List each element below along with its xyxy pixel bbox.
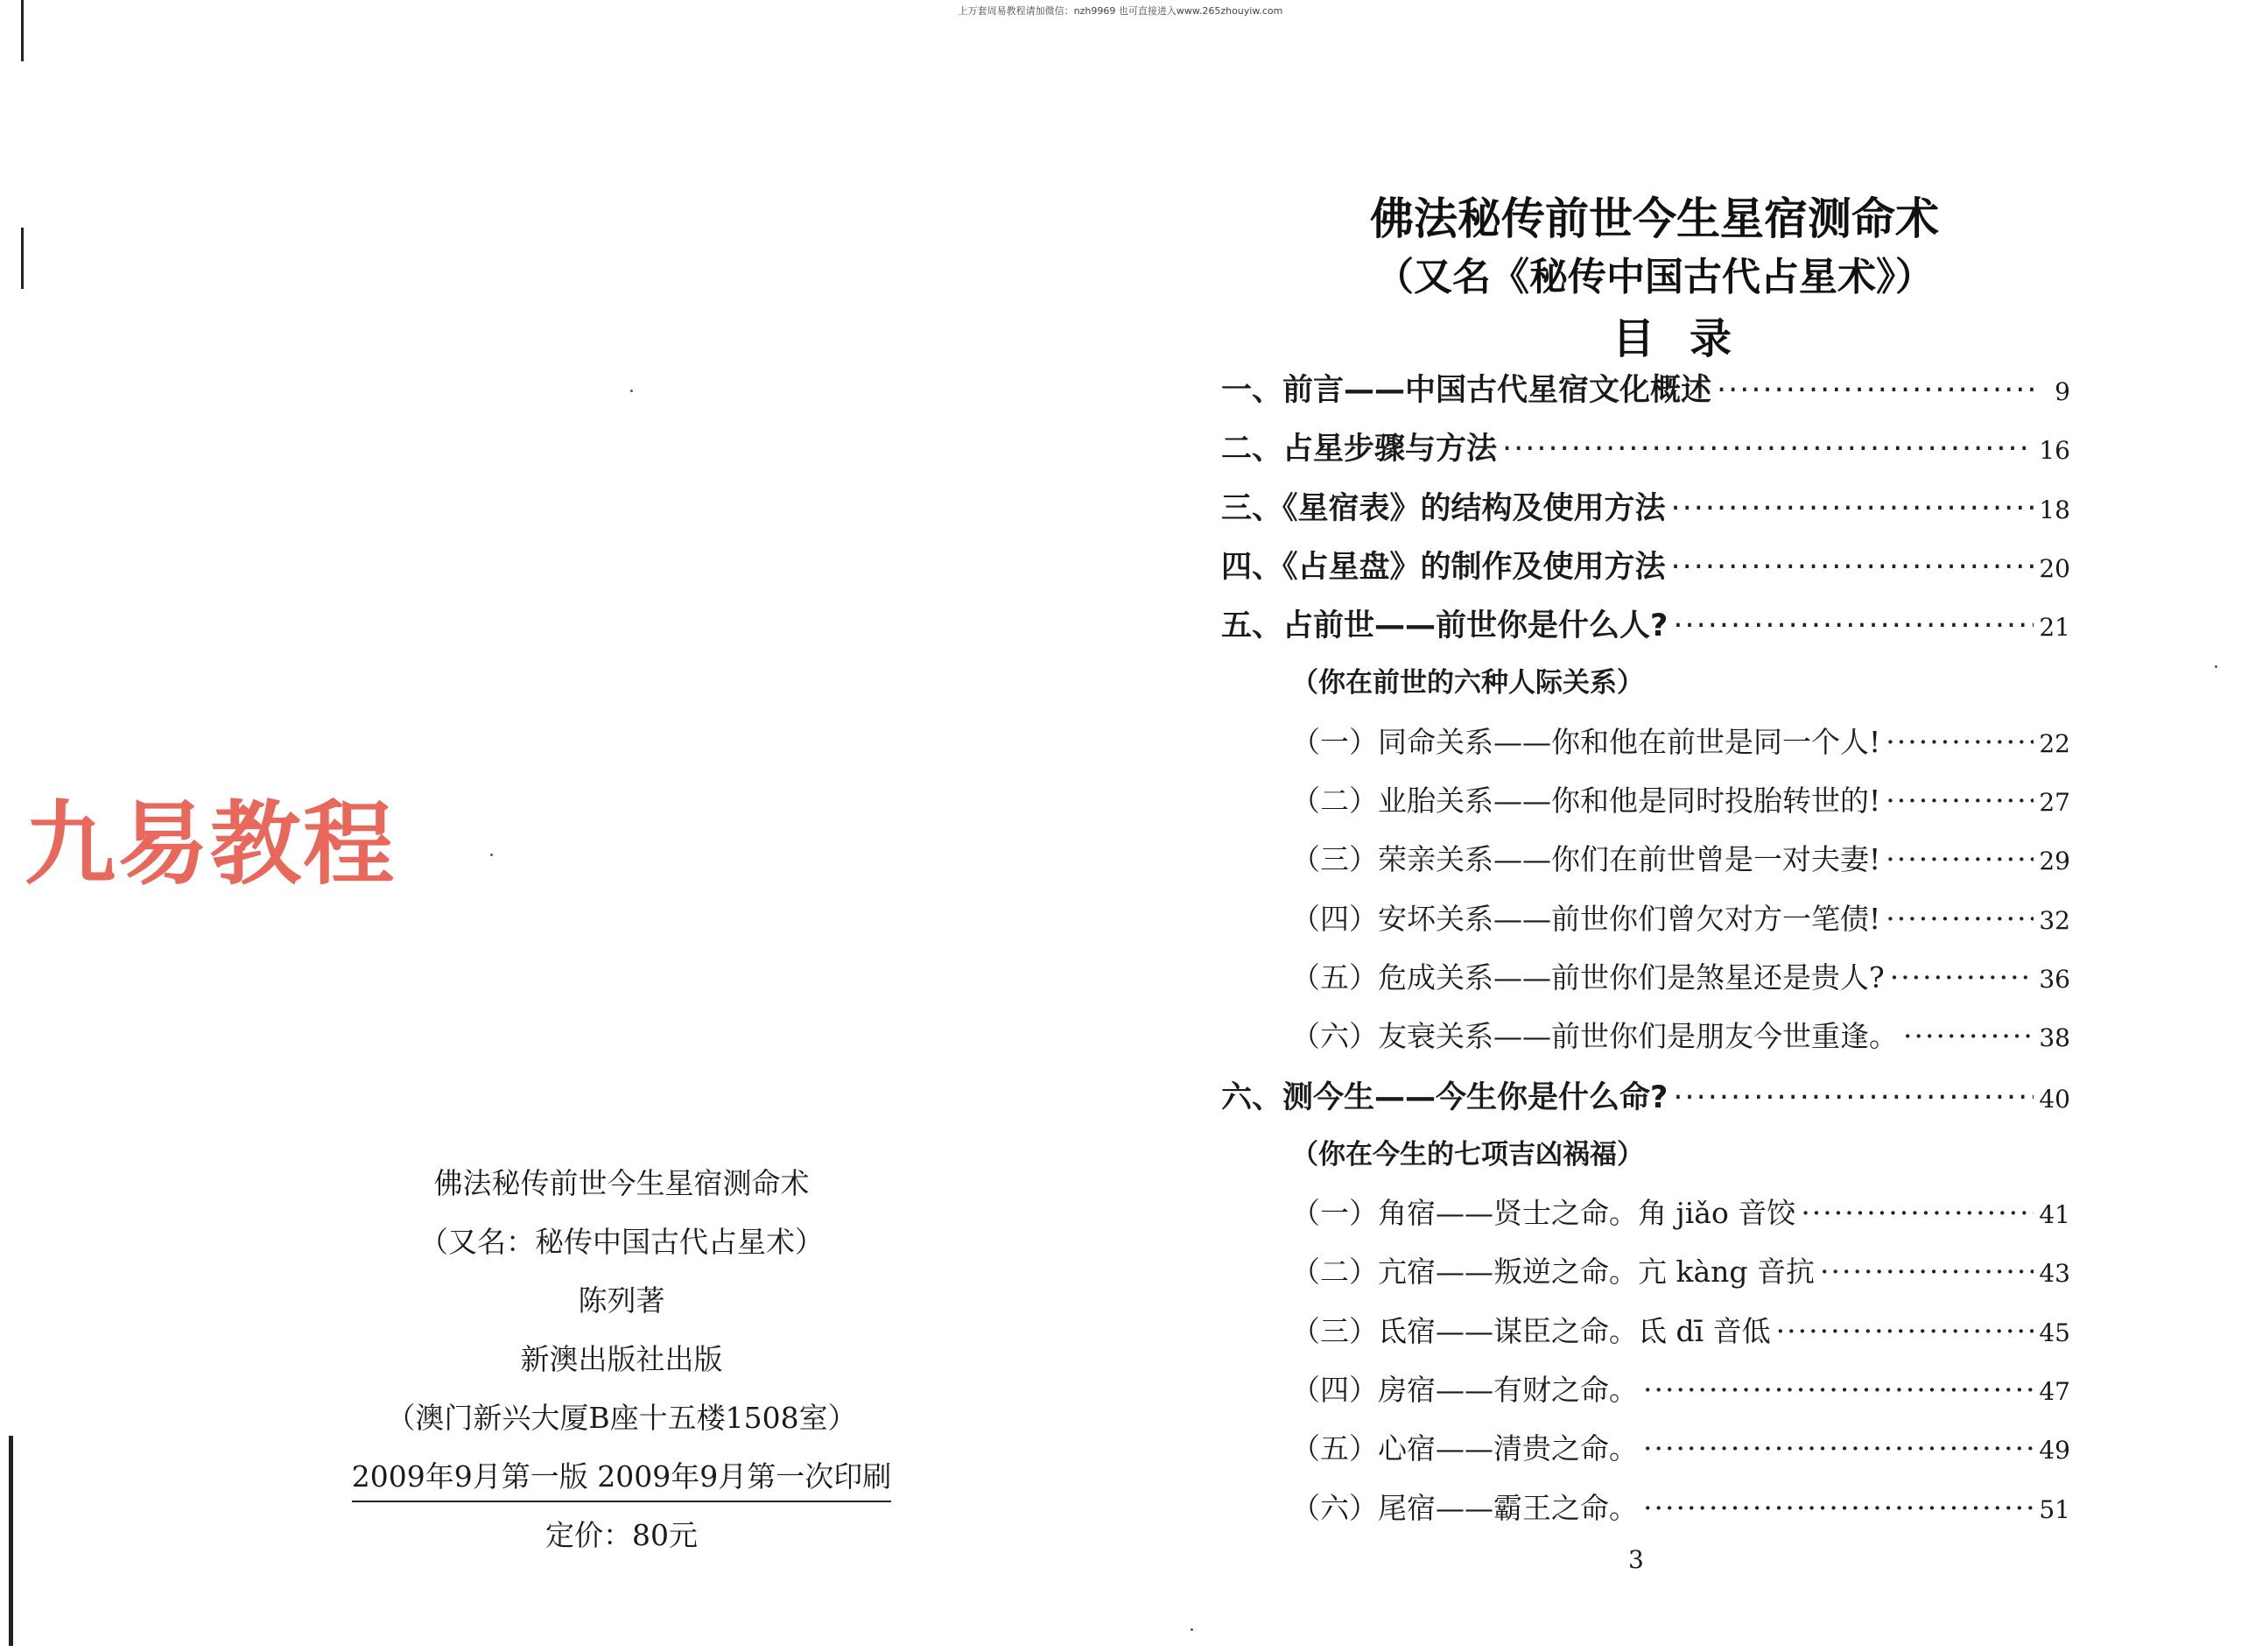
scan-edge-left-mark [21,228,24,289]
toc-entry-label: （你在前世的六种人际关系） [1291,667,1644,699]
toc-leader [1643,1373,2034,1407]
toc-leader [1886,784,2034,818]
toc-entry-page: 20 [2039,553,2070,583]
toc-entry-page: 41 [2039,1200,2070,1230]
toc-entry-label: 六、测今生——今生你是什么命? [1221,1079,1668,1115]
toc-leader [1820,1255,2034,1289]
scan-speck [490,854,493,856]
page-number: 3 [1628,1545,1644,1574]
toc-title: 佛法秘传前世今生星宿测命术 [1370,193,1939,244]
toc-entry-page: 18 [2039,495,2070,524]
toc-entry-page: 47 [2039,1377,2070,1407]
toc-leader [1643,1491,2034,1525]
toc-entry [1221,1014,2070,1072]
toc-entry-label: 一、前言——中国古代星宿文化概述 [1221,373,1712,408]
toc-leader [1776,1314,2034,1348]
toc-leader [1886,725,2034,759]
toc-entry [1221,1486,2070,1544]
toc-leader [1890,960,2034,995]
toc-entry-page: 16 [2039,436,2070,466]
toc-entry-page: 40 [2039,1084,2070,1114]
toc-entry-page: 9 [2055,377,2070,406]
toc-leader [1673,608,2034,643]
toc-entry [1221,1426,2070,1485]
toc-entry-label: （五）危成关系——前世你们是煞星还是贵人? [1291,960,1885,995]
toc-entry [1221,720,2070,778]
scan-speck [1191,1628,1193,1631]
toc-entry-label: （一）角宿——贤士之命。角 jiǎo 音饺 [1291,1196,1796,1231]
toc-group-heading [1221,660,2070,719]
toc-entry-label: （三）氐宿——谋臣之命。氐 dī 音低 [1291,1313,1771,1348]
toc-entry-label: （二）亢宿——叛逆之命。亢 kàng 音抗 [1291,1255,1816,1290]
toc-leader [1502,432,2034,467]
toc-entry-label: （四）安坏关系——前世你们曾欠对方一笔债! [1291,901,1881,936]
toc-entry [1221,366,2070,425]
toc-entry [1221,425,2070,483]
toc-entry-label: （六）尾宿——霸王之命。 [1291,1490,1638,1525]
watermark-logo: 九易教程 [25,791,397,897]
toc-entry [1221,1191,2070,1249]
toc-entry-page: 21 [2039,613,2070,643]
imprint-block [289,1154,954,1564]
scan-edge-bottom-left [9,1436,13,1646]
toc-entry-page: 36 [2039,964,2070,994]
toc-heading: 目录 [1612,314,1767,363]
toc-entry [1221,543,2070,601]
toc-leader [1886,842,2034,876]
toc-entry [1221,1367,2070,1426]
imprint-edition: 2009年9月第一版 2009年9月第一次印刷 [352,1457,891,1502]
toc-entry [1221,955,2070,1014]
toc-entry [1221,1073,2070,1132]
scan-edge-top-left [21,0,24,61]
toc-entry [1221,837,2070,896]
toc-leader [1717,373,2035,408]
toc-entry [1221,484,2070,543]
imprint-address: （澳门新兴大厦B座十五楼1508室） [386,1401,857,1435]
header-note: 上万套周易教程请加微信：nzh9969 也可直接进入www.265zhouyiw.com [958,5,1283,17]
toc-entry-label: （五）心宿——清贵之命。 [1291,1431,1638,1466]
toc-leader [1671,491,2034,526]
toc-entry-page: 22 [2039,728,2070,758]
imprint-alt-name: （又名：秘传中国古代占星术） [419,1225,824,1259]
imprint-title: 佛法秘传前世今生星宿测命术 [433,1166,810,1200]
imprint-publisher: 新澳出版社出版 [520,1342,723,1376]
toc-entry [1221,601,2070,660]
toc-entry-page: 49 [2039,1436,2070,1466]
toc-entry-label: （你在今生的七项吉凶祸福） [1291,1138,1644,1170]
toc-leader [1801,1196,2034,1230]
toc-entry [1221,1309,2070,1367]
toc-leader [1643,1431,2034,1466]
toc-entry-label: 三、《星宿表》的结构及使用方法 [1221,490,1666,526]
toc-entry-page: 43 [2039,1259,2070,1289]
toc-entry-label: 四、《占星盘》的制作及使用方法 [1221,549,1666,585]
toc-entry [1221,896,2070,955]
toc-leader [1886,902,2034,936]
toc-entry-label: （三）荣亲关系——你们在前世曾是一对夫妻! [1291,842,1881,877]
toc-entry-label: 五、占前世——前世你是什么人? [1221,608,1668,644]
toc-entry-page: 45 [2039,1318,2070,1347]
toc-entry-page: 29 [2039,847,2070,876]
toc-entry-label: （四）房宿——有财之命。 [1291,1373,1638,1408]
toc-entry-label: 二、占星步骤与方法 [1221,432,1498,467]
toc-entry [1221,1249,2070,1308]
toc-group-heading [1221,1132,2070,1191]
toc-subtitle: （又名《秘传中国古代占星术》） [1375,255,1934,299]
toc-entry-page: 32 [2039,905,2070,935]
scan-speck [630,390,633,392]
toc-entry-page: 38 [2039,1023,2070,1053]
toc-entry-label: （二）业胎关系——你和他是同时投胎转世的! [1291,784,1881,819]
table-of-contents [1221,366,2070,1544]
toc-entry [1221,778,2070,837]
imprint-price: 定价：80元 [545,1518,698,1552]
toc-entry-label: （一）同命关系——你和他在前世是同一个人! [1291,724,1881,759]
toc-leader [1671,550,2034,585]
toc-leader [1903,1019,2034,1053]
scan-speck [2215,665,2217,668]
toc-entry-label: （六）友衰关系——前世你们是朋友今世重逢。 [1291,1019,1898,1054]
toc-entry-page: 51 [2039,1494,2070,1524]
toc-entry-page: 27 [2039,788,2070,818]
toc-leader [1673,1080,2034,1115]
imprint-author: 陈列著 [578,1283,665,1318]
